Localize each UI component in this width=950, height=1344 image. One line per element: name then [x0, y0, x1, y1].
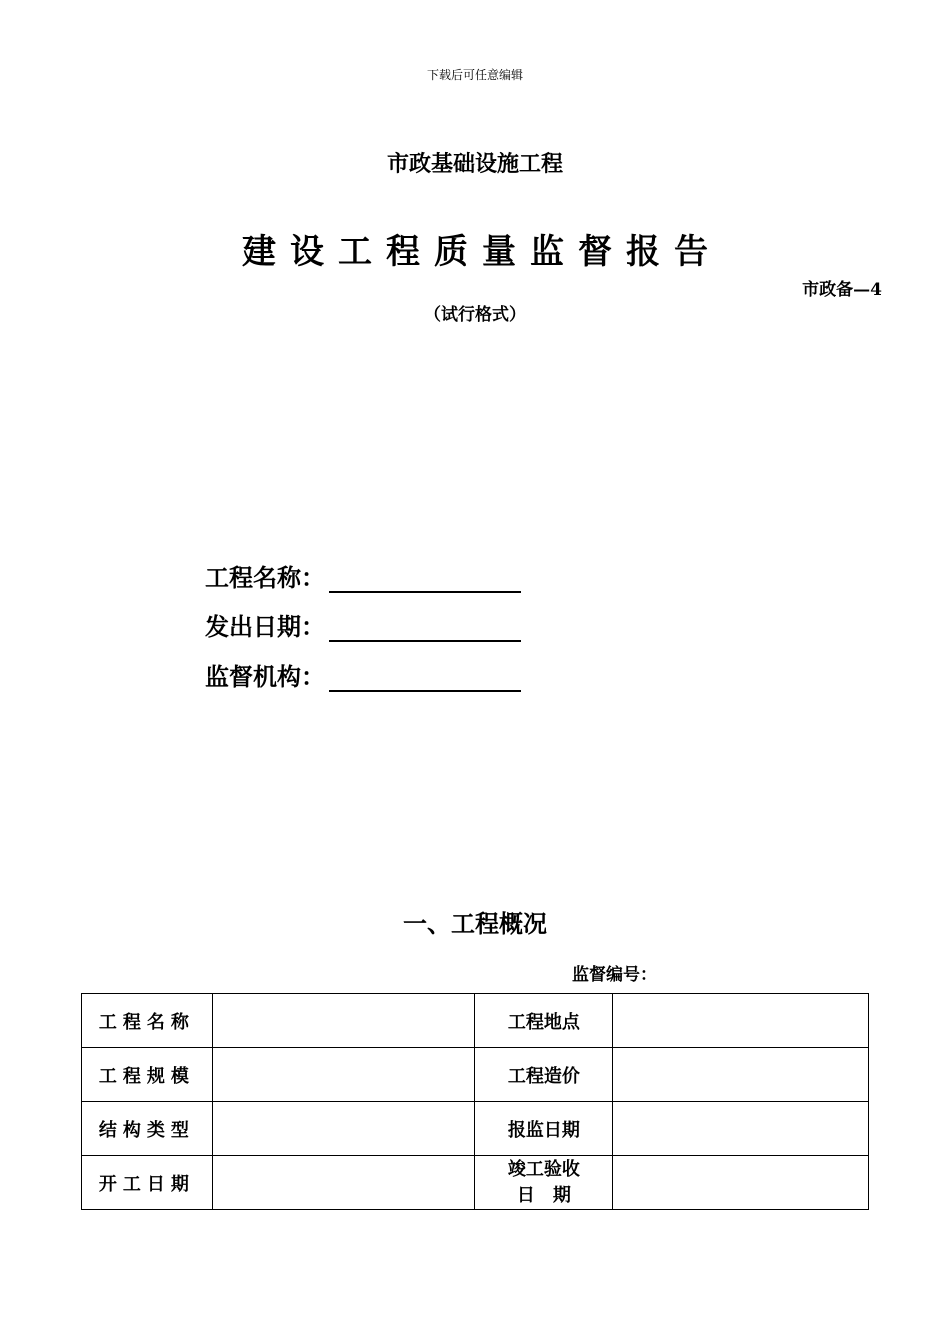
table-key: 结构类型	[82, 1102, 213, 1156]
table-value-cell[interactable]	[613, 994, 869, 1048]
table-key: 工程规模	[82, 1048, 213, 1102]
report-title: 建设工程质量监督报告	[242, 232, 722, 272]
cover-field-label: 监督机构：	[205, 662, 325, 691]
supervision-number-label: 监督编号：	[572, 965, 657, 985]
table-key-two-line	[475, 1156, 613, 1210]
table-row	[82, 1156, 869, 1210]
project-name-blank[interactable]	[329, 563, 521, 593]
cover-field-label: 发出日期：	[205, 612, 325, 641]
cover-field-issue-date	[205, 607, 521, 642]
table-key: 报监日期	[475, 1102, 613, 1156]
category-title: 市政基础设施工程	[386, 151, 563, 177]
header-note: 下载后可任意编辑	[426, 68, 523, 82]
table-value-cell[interactable]	[212, 1102, 475, 1156]
table-key: 工程地点	[475, 994, 613, 1048]
table-key-line2: 日 期	[516, 1184, 571, 1206]
table-row	[82, 1048, 869, 1102]
table-key: 开工日期	[82, 1156, 213, 1210]
table-value-cell[interactable]	[613, 1156, 869, 1210]
issue-date-blank[interactable]	[329, 612, 521, 642]
supervision-agency-blank[interactable]	[329, 662, 521, 692]
table-value-cell[interactable]	[613, 1102, 869, 1156]
cover-field-project-name	[205, 558, 521, 593]
form-code: 市政备—4	[802, 280, 882, 300]
table-key-line1: 竣工验收	[507, 1158, 580, 1180]
table-row	[82, 994, 869, 1048]
table-value-cell[interactable]	[212, 994, 475, 1048]
table-key: 工程名称	[82, 994, 213, 1048]
trial-format-note: （试行格式）	[424, 305, 526, 325]
cover-field-supervision-agency	[205, 657, 521, 692]
project-overview-table	[81, 993, 869, 1210]
cover-field-label: 工程名称：	[205, 563, 325, 592]
table-key: 工程造价	[475, 1048, 613, 1102]
table-row	[82, 1102, 869, 1156]
table-value-cell[interactable]	[212, 1048, 475, 1102]
table-value-cell[interactable]	[613, 1048, 869, 1102]
table-value-cell[interactable]	[212, 1156, 475, 1210]
section-title: 一、工程概况	[403, 909, 547, 938]
